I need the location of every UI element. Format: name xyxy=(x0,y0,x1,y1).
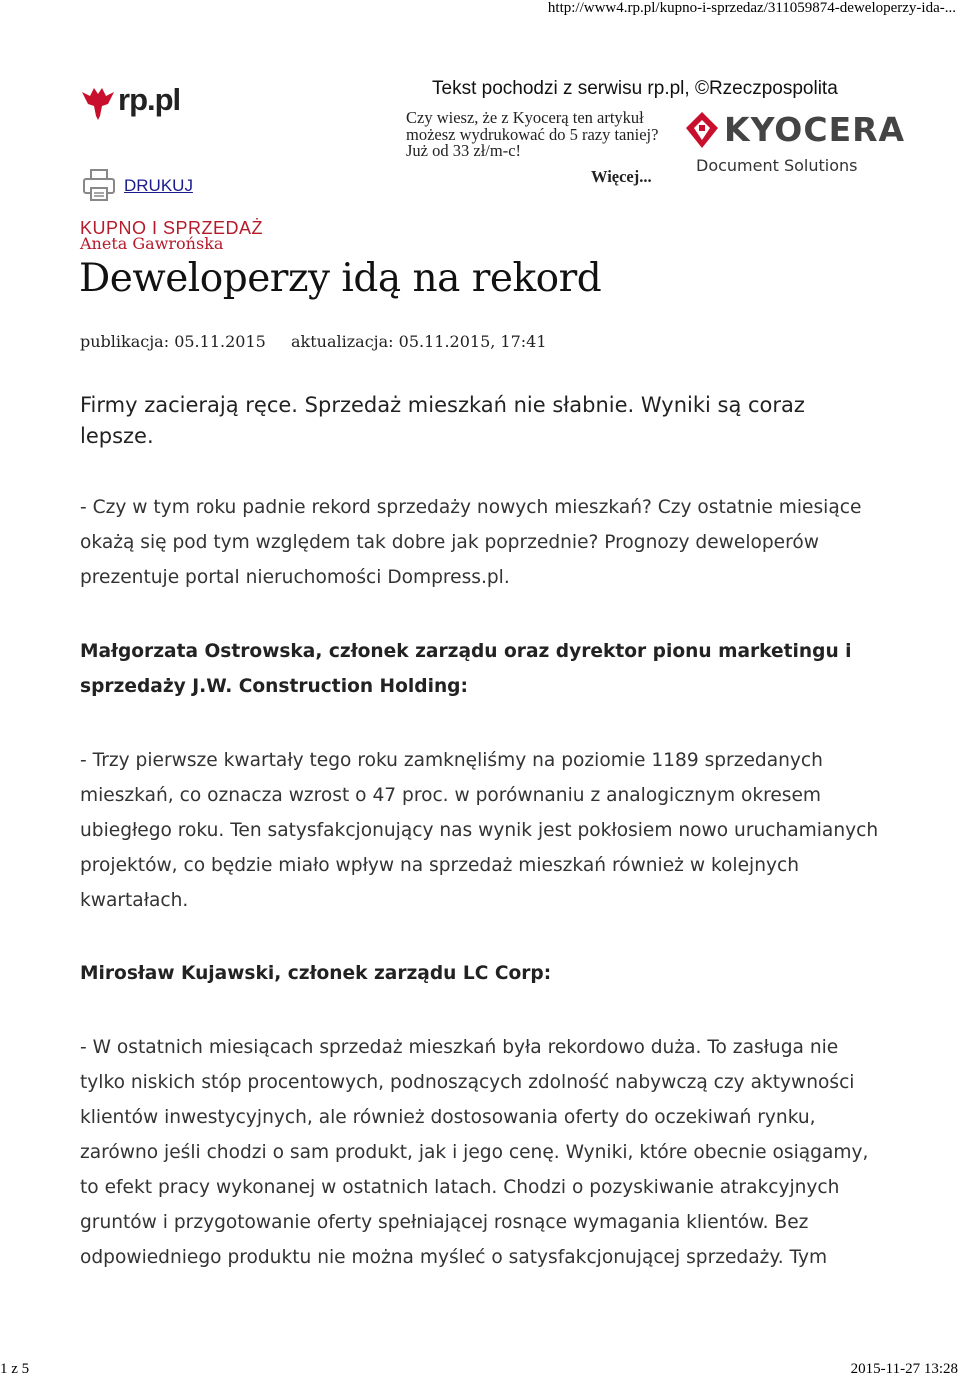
kyocera-subtitle: Document Solutions xyxy=(696,156,858,175)
quote-speaker: Małgorzata Ostrowska, członek zarządu oraz dyrektor pionu marketingu i sprzedaży J.W. Construction Holding: xyxy=(80,641,852,697)
source-note: Tekst pochodzi z serwisu rp.pl, ©Rzeczpospolita xyxy=(432,78,838,99)
kyocera-wordmark: KYOCERA xyxy=(724,110,906,149)
print-datetime: 2015-11-27 13:28 xyxy=(850,1361,958,1377)
promo-text: Czy wiesz, że z Kyocerą ten artykuł możesz wydrukować do 5 razy taniej? Już od 33 zł/m-c! xyxy=(406,108,659,160)
print-link[interactable]: DRUKUJ xyxy=(124,176,193,195)
update-date: aktualizacja: 05.11.2015, 17:41 xyxy=(291,332,547,351)
kyocera-emblem-icon xyxy=(684,110,720,150)
printer-icon[interactable] xyxy=(82,168,116,202)
article-title: Deweloperzy idą na rekord xyxy=(79,256,602,301)
article-category[interactable]: KUPNO I SPRZEDAŻ xyxy=(80,218,264,238)
kyocera-logo[interactable] xyxy=(684,110,906,180)
article-paragraph: - W ostatnich miesiącach sprzedaż mieszkań była rekordowo duża. To zasługa nie tylko niskich stóp procentowych, podnoszących zdolność nabywczą czy aktywności klientów inwestycyjnych, ale również dostosowania oferty do oczekiwań rynku, zarówno jeśli chodzi o sam produkt, jak i jego cenę. Wyniki, które obecnie osiągamy, to efekt pracy wykonanej w ostatnich latach. Chodzi o pozyskiwanie atrakcyjnych gruntów i przygotowanie oferty spełniającej rosnące wymagania klientów. Bez odpowiedniego produktu nie można myśleć o satysfakcjonującej sprzedaży. Tym xyxy=(80,1037,869,1268)
article-paragraph: - Czy w tym roku padnie rekord sprzedaży nowych mieszkań? Czy ostatnie miesiące okażą się pod tym względem tak dobre jak poprzednie? Prognozy deweloperów prezentuje portal nieruchomości Dompress.pl. xyxy=(80,497,862,588)
logo-text: rp.pl xyxy=(118,82,181,117)
article-author: Aneta Gawrońska xyxy=(80,234,224,253)
rp-logo[interactable] xyxy=(80,82,190,124)
eagle-icon xyxy=(80,82,116,122)
article-paragraph: - Trzy pierwsze kwartały tego roku zamknęliśmy na poziomie 1189 sprzedanych mieszkań, co oznacza wzrost o 47 proc. w porównaniu z analogicznym okresem ubiegłego roku. Ten satysfakcjonujący nas wynik jest pokłosiem nowo uruchamianych projektów, co będzie miało wpływ na sprzedaż mieszkań również w kolejnych kwartałach. xyxy=(80,750,879,911)
article-lead: Firmy zacierają ręce. Sprzedaż mieszkań nie słabnie. Wyniki są coraz lepsze. xyxy=(80,393,805,448)
promo-more-link[interactable]: Więcej... xyxy=(591,167,652,186)
page-counter: 1 z 5 xyxy=(0,1361,30,1377)
page-url: http://www4.rp.pl/kupno-i-sprzedaz/311059874-deweloperzy-ida-... xyxy=(547,0,956,16)
publish-date: publikacja: 05.11.2015 xyxy=(80,332,266,351)
quote-speaker: Mirosław Kujawski, członek zarządu LC Corp: xyxy=(80,963,552,984)
